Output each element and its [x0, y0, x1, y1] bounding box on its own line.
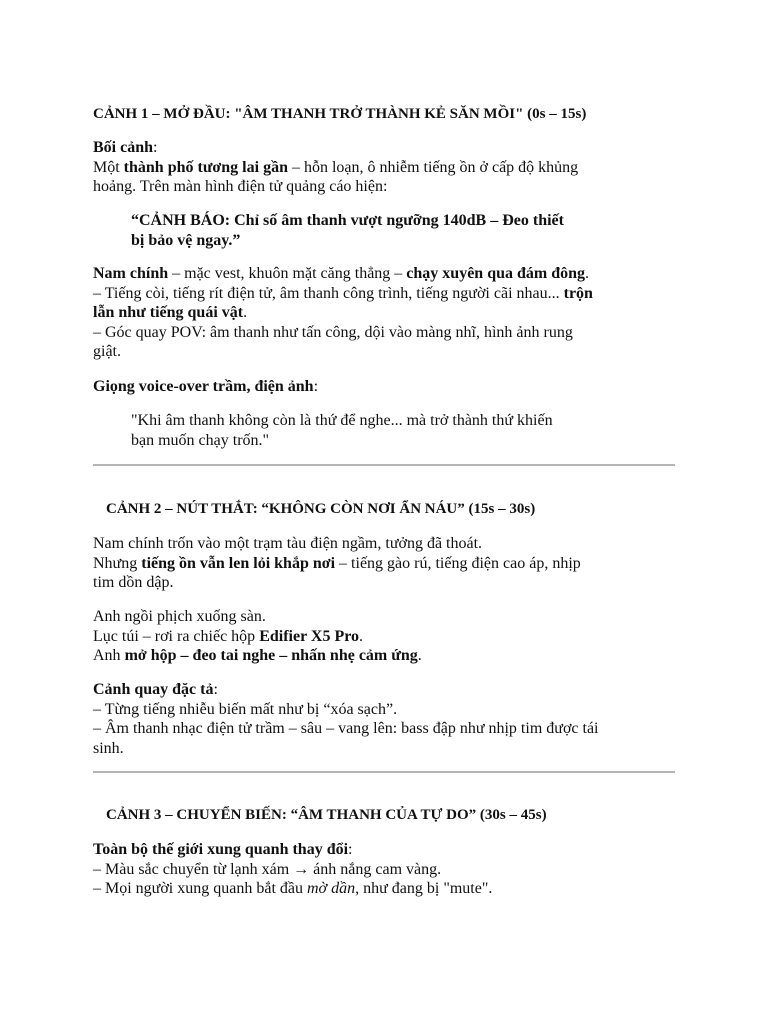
scene2-paragraph-2: Anh ngồi phịch xuống sàn. Lục túi – rơi ra chiếc hộp Edifier X5 Pro. Anh mở hộp – đeo tai nghe – nhấn nhẹ cảm ứng. [93, 608, 422, 664]
scene1-hero-paragraph: Nam chính – mặc vest, khuôn mặt căng thẳng – chạy xuyên qua đám đông. – Tiếng còi, tiếng rít điện tử, âm thanh công trình, tiếng người cãi nhau... trộn lẫn như tiếng quái vật. – Góc quay POV: âm thanh như tấn công, dội vào màng nhĩ, hình ảnh rung giật. [93, 265, 593, 360]
scene3-paragraph: Toàn bộ thế giới xung quanh thay đổi: – Màu sắc chuyển từ lạnh xám → ánh nắng cam vàng. – Mọi người xung quanh bắt đầu mờ dần, như đang bị "mute". [93, 841, 493, 897]
voice-over-quote: "Khi âm thanh không còn là thứ để nghe... mà trở thành thứ khiến bạn muốn chạy trốn." [131, 412, 553, 449]
warning-quote: “CẢNH BÁO: Chỉ số âm thanh vượt ngưỡng 140dB – Đeo thiết bị bảo vệ ngay.” [131, 212, 564, 249]
scene1-heading: CẢNH 1 – MỞ ĐẦU: "ÂM THANH TRỞ THÀNH KẺ SĂN MỒI" (0s – 15s) [93, 106, 587, 122]
scene1-context: Bối cảnh: Một thành phố tương lai gần – hỗn loạn, ô nhiễm tiếng ồn ở cấp độ khủng hoảng. Trên màn hình điện tử quảng cáo hiện: [93, 139, 579, 195]
section-divider [93, 771, 675, 773]
scene2-paragraph-1: Nam chính trốn vào một trạm tàu điện ngầm, tưởng đã thoát. Nhưng tiếng ồn vẫn len lỏi khắp nơi – tiếng gào rú, tiếng điện cao áp, nhịp tim dồn dập. [93, 535, 581, 591]
scene2-heading: CẢNH 2 – NÚT THẮT: “KHÔNG CÒN NƠI ẨN NÁU” (15s – 30s) [106, 501, 536, 517]
section-divider [93, 464, 675, 466]
scene2-shot-description: Cảnh quay đặc tả: – Từng tiếng nhiễu biến mất như bị “xóa sạch”. – Âm thanh nhạc điện tử trầm – sâu – vang lên: bass đập như nhịp tim được tái sinh. [93, 681, 599, 757]
scene3-heading: CẢNH 3 – CHUYỂN BIẾN: “ÂM THANH CỦA TỰ DO” (30s – 45s) [106, 807, 547, 823]
voice-over-label: Giọng voice-over trầm, điện ảnh: [93, 378, 319, 395]
